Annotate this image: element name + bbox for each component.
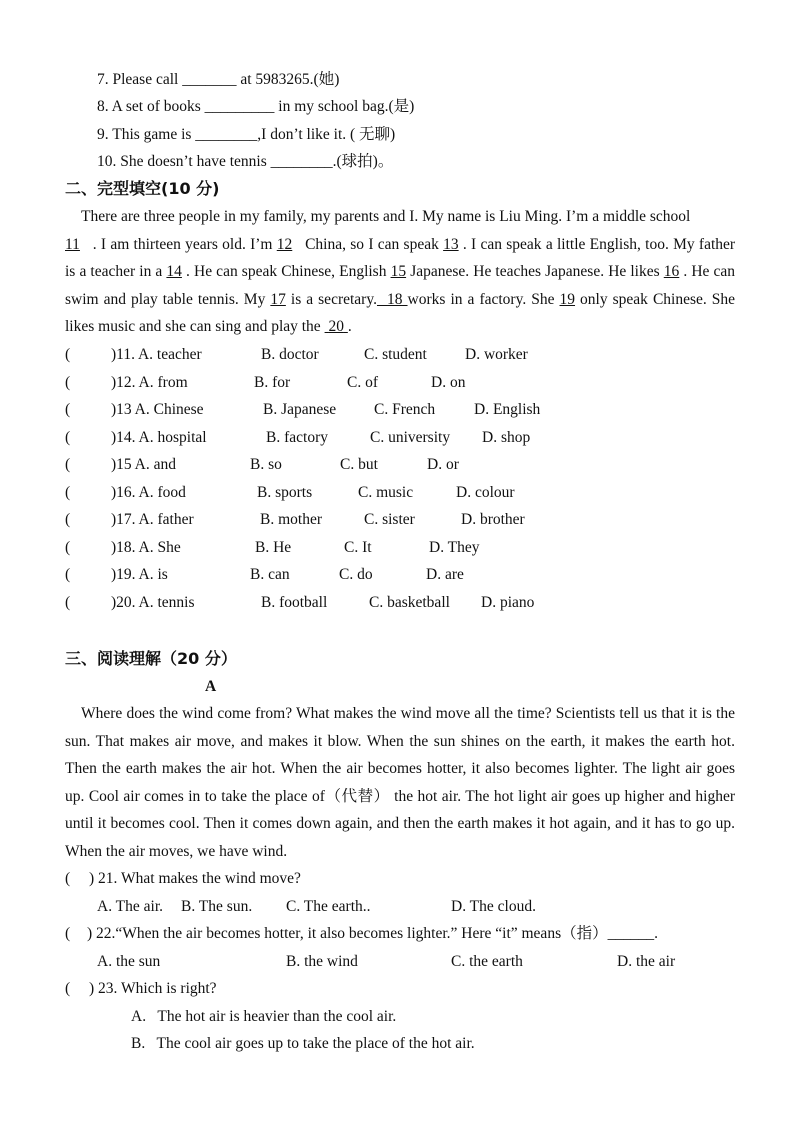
question-18: ( )18. A. She B. He C. It D. They	[65, 539, 480, 556]
blank-14: 14	[166, 263, 182, 280]
fill-item-7: 7. Please call _______ at 5983265.(她)	[97, 71, 340, 88]
question-21: ( ) 21. What makes the wind move?	[65, 870, 301, 887]
blank-20: 20	[328, 318, 344, 335]
question-23: ( ) 23. Which is right?	[65, 980, 217, 997]
question-13: ( )13 A. Chinese B. Japanese C. French D. English	[65, 401, 541, 418]
blank-19: 19	[559, 290, 576, 308]
question-23-option-b: B. The cool air goes up to take the place of the hot air.	[131, 1035, 475, 1052]
fill-item-10: 10. She doesn’t have tennis ________.(球拍)。	[97, 153, 394, 170]
question-22-options: A. the sun B. the wind C. the earth D. the air	[97, 953, 676, 970]
question-11: ( )11. A. teacher B. doctor C. student D. worker	[65, 346, 528, 363]
question-21-options: A. The air. B. The sun. C. The earth.. D. The cloud.	[97, 898, 536, 915]
blank-11: 11	[65, 235, 80, 253]
section2-title: 二、完型填空(10 分)	[65, 179, 220, 198]
reading-passage-a: Where does the wind come from? What makes the wind move all the time? Scientists tell us that it is the sun. That makes air move, and makes it blow. When the sun shines on the earth, it makes the earth hot. Then the earth makes the air hot. When the air becomes hotter, it also becomes lighter. The light air goes up. Cool air comes in to take the place of（代替） the hot air. The hot light air goes up higher and higher until it becomes cool. Then it comes down again, and then the earth makes it hot again, and it has to go up. When the air moves, we have wind.	[65, 705, 735, 860]
fill-item-8: 8. A set of books _________ in my school bag.(是)	[97, 98, 415, 115]
blank-15: 15	[390, 263, 407, 280]
section3-title: 三、阅读理解（20 分）	[65, 649, 237, 668]
blank-18: 18	[387, 290, 403, 308]
question-23-option-a: A. The hot air is heavier than the cool air.	[131, 1008, 397, 1025]
fill-item-9: 9. This game is ________,I don’t like it. ( 无聊)	[97, 126, 396, 143]
passage-a-heading: A	[205, 678, 217, 695]
blank-16: 16	[663, 263, 680, 280]
question-15: ( )15 A. and B. so C. but D. or	[65, 456, 459, 473]
question-19: ( )19. A. is B. can C. do D. are	[65, 566, 464, 583]
question-14: ( )14. A. hospital B. factory C. university D. shop	[65, 429, 531, 446]
question-16: ( )16. A. food B. sports C. music D. colour	[65, 484, 515, 501]
question-22: ( ) 22.“When the air becomes hotter, it also becomes lighter.” Here “it” means（指）______.	[65, 925, 658, 942]
blank-12: 12	[276, 235, 293, 253]
blank-17: 17	[270, 290, 286, 308]
question-20: ( )20. A. tennis B. football C. basketball D. piano	[65, 594, 535, 611]
question-17: ( )17. A. father B. mother C. sister D. brother	[65, 511, 525, 528]
cloze-passage: There are three people in my family, my parents and I. My name is Liu Ming. I’m a middle school 11 . I am thirteen years old. I’m 12 China, so I can speak 13 . I can speak a little English, too. My father is a teacher in a 14 . He can speak Chinese, English 15 Japanese. He teaches Japanese. He likes 16 . He can swim and play table tennis. My 17 is a secretary. 18 works in a factory. She 19 only speak Chinese. She likes music and she can sing and play the 20 .	[65, 208, 736, 335]
question-12: ( )12. A. from B. for C. of D. on	[65, 374, 466, 391]
blank-13: 13	[443, 235, 459, 253]
